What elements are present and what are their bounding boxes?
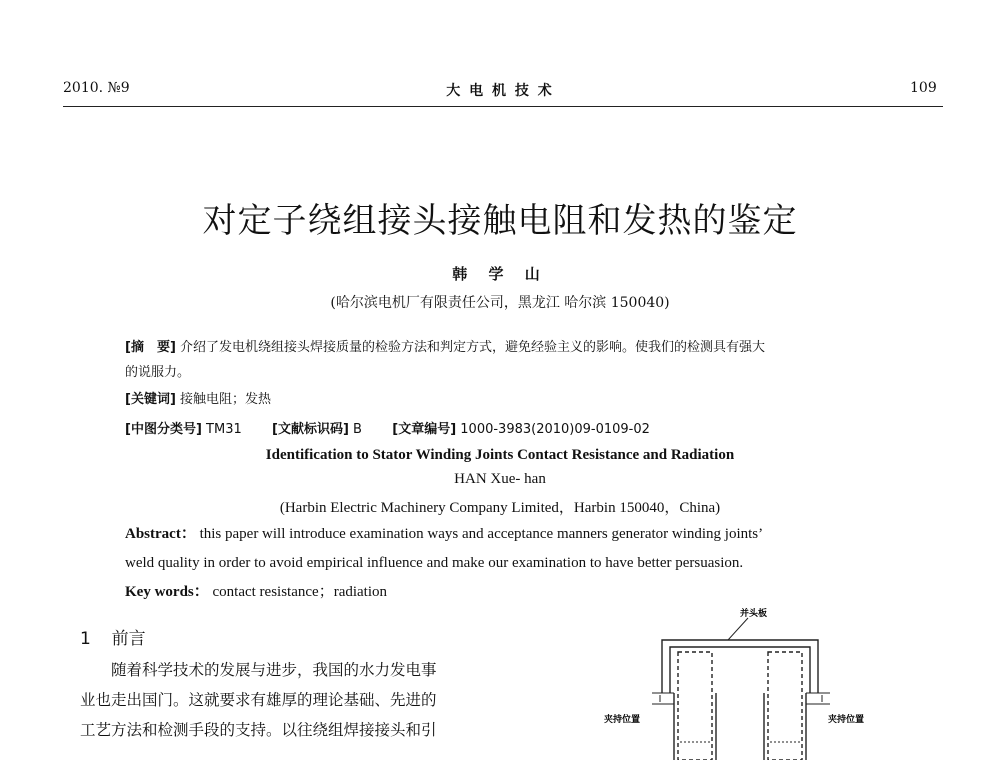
connecting-plate-outline [662,640,818,693]
en-author: HAN Xue- han [454,471,546,487]
plate-leader-line [728,618,748,640]
keywords-cn-label: [关键词] [125,392,176,407]
section-heading [80,624,146,649]
doc-label: [文献标识码] [272,422,349,437]
body-line-1: 随着科学技术的发展与进步，我国的水力发电事 [111,661,437,679]
right-bar-outline [764,693,806,760]
classification-line [125,418,650,437]
header-page: 109 [910,80,937,96]
section-number: 1 [80,629,91,649]
figure-top-label: 并头板 [740,609,768,619]
keywords-cn-text: 接触电阻；发热 [180,392,272,407]
keywords-cn [125,388,271,407]
header-rule [63,106,943,107]
left-clamp-marker [652,693,674,704]
right-bar-dashed [768,652,802,760]
en-abstract-text1: this paper will introduce examination ways and acceptance manners generator winding joints’ [199,526,764,542]
en-keywords-label: Key words： [125,584,209,600]
header-journal: 大 电 机 技 术 [446,83,554,99]
en-keywords [125,580,387,601]
figure-right-label: 夹持位置 [828,715,865,725]
en-abstract-label: Abstract： [125,526,196,542]
header-issue: 2010. №9 [63,80,130,96]
author: 韩 学 山 [452,265,548,283]
clc-label: [中图分类号] [125,422,202,437]
affiliation: (哈尔滨电机厂有限责任公司，黑龙江 哈尔滨 150040) [330,295,670,311]
clc-value: TM31 [206,422,242,437]
section-title: 前言 [111,629,146,649]
abstract-cn-text2: 的说服力。 [125,365,191,380]
art-label: [文章编号] [392,422,457,437]
abstract-cn-line1 [125,336,765,355]
en-title: Identification to Stator Winding Joints Contact Resistance and Radiation [265,447,735,463]
en-keywords-text: contact resistance；radiation [212,584,388,600]
left-bar-outline [674,693,716,760]
left-bar-dashed [678,652,712,760]
paper-title: 对定子绕组接头接触电阻和发热的鉴定 [202,201,798,241]
doc-value: B [353,422,362,437]
connecting-plate-inner [670,647,810,693]
en-abstract-text2: weld quality in order to avoid empirical influence and make our examination to have better persuasion. [125,555,744,571]
en-affiliation: (Harbin Electric Machinery Company Limited，Harbin 150040，China) [279,500,721,516]
right-clamp-marker [806,693,830,704]
body-line-3: 工艺方法和检测手段的支持。以往绕组焊接接头和引 [80,721,437,739]
abstract-cn-label: [摘 要] [125,340,176,355]
abstract-cn-text1: 介绍了发电机绕组接头焊接质量的检验方法和判定方式，避免经验主义的影响。使我们的检测具有强大 [180,340,766,355]
body-line-2: 业也走出国门。这就要求有雄厚的理论基础、先进的 [80,691,437,709]
art-value: 1000-3983(2010)09-0109-02 [460,422,650,437]
figure-left-label: 夹持位置 [604,715,641,725]
en-abstract-line1 [125,522,763,543]
joint-diagram-figure [600,600,900,760]
